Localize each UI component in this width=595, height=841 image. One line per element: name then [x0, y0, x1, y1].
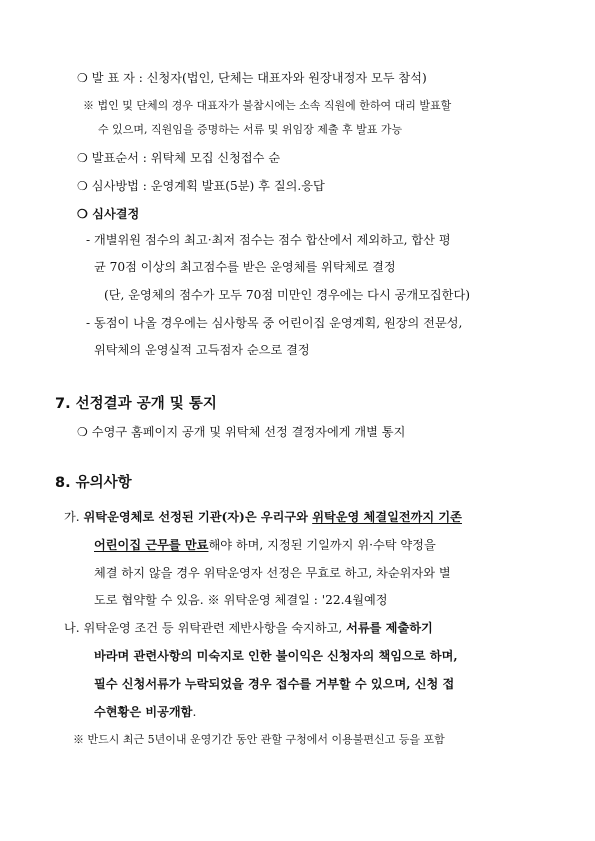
decision-dash1-line1: - 개별위원 점수의 최고·최저 점수는 점수 합산에서 제외하고, 합산 평 — [86, 233, 451, 247]
proxy-note-line1: ※ 법인 및 단체의 경우 대표자가 불참시에는 소속 직원에 한하여 대리 발표할 — [83, 99, 452, 112]
review-decision-heading: ❍ 심사결정 — [77, 207, 140, 221]
item-ga-underlined-text2: 어린이집 근무를 만료 — [94, 538, 209, 552]
item-ga-underlined-text: 위탁운영 체결일전까지 기존 — [312, 510, 462, 524]
decision-dash2-line1: - 동점이 나올 경우에는 심사항목 중 어린이집 운영계획, 원장의 전문성, — [86, 316, 463, 330]
item-na-line2: 바라며 관련사항의 미숙지로 인한 불이익은 신청자의 책임으로 하며, — [94, 649, 458, 663]
item-na-line4 — [94, 704, 196, 720]
notification-line: ❍ 수영구 홈페이지 공개 및 위탁체 선정 결정자에게 개별 통지 — [77, 425, 406, 439]
item-na-line3: 필수 신청서류가 누락되었을 경우 접수를 거부할 수 있으며, 신청 접 — [94, 677, 455, 691]
review-method-line: ❍ 심사방법 : 운영계획 발표(5분) 후 질의.응답 — [77, 179, 325, 193]
item-ga-line3: 체결 하지 않을 경우 위탁운영자 선정은 무효로 하고, 차순위자와 별 — [94, 566, 451, 580]
presentation-order-line: ❍ 발표순서 : 위탁체 모집 신청접수 순 — [77, 151, 281, 165]
decision-dash2-line2: 위탁체의 운영실적 고득점자 순으로 결정 — [94, 343, 310, 357]
item-na-bold-text4: 수현황은 비공개함 — [94, 705, 193, 719]
item-na-line1 — [64, 620, 433, 636]
item-ga-line2 — [94, 537, 436, 553]
item-na-regular-text: 위탁운영 조건 등 위탁관련 제반사항을 숙지하고, — [83, 621, 347, 635]
section-7-heading: 7. 선정결과 공개 및 통지 — [55, 396, 217, 412]
item-ga-line4: 도로 협약할 수 있음. ※ 위탁운영 체결일 : '22.4월예정 — [94, 593, 388, 607]
section-8-heading: 8. 유의사항 — [55, 475, 132, 491]
item-ga-bold-text: 위탁운영체로 선정된 기관(자)은 우리구와 — [83, 510, 313, 524]
item-ga-regular-text2: 해야 하며, 지정된 기일까지 위·수탁 약정을 — [208, 538, 436, 552]
item-ga-line1 — [64, 509, 462, 525]
proxy-note-line2: 수 있으며, 직원임을 증명하는 서류 및 위임장 제출 후 발표 가능 — [98, 123, 403, 136]
item-na-prefix: 나. — [64, 621, 84, 635]
presenter-line: ❍ 발 표 자 : 신청자(법인, 단체는 대표자와 원장내정자 모두 참석) — [77, 71, 427, 85]
item-ga-prefix: 가. — [64, 510, 84, 524]
bottom-note-line: ※ 반드시 최근 5년이내 운영기간 동안 관할 구청에서 이용불편신고 등을 포함 — [73, 733, 445, 746]
decision-dash1-line2: 균 70점 이상의 최고점수를 받은 운영체를 위탁체로 결정 — [94, 260, 396, 274]
item-na-bold-text: 서류를 제출하기 — [346, 621, 433, 635]
decision-dash1-line3: (단, 운영체의 점수가 모두 70점 미만인 경우에는 다시 공개모집한다) — [104, 288, 470, 302]
item-na-period: . — [192, 705, 197, 719]
